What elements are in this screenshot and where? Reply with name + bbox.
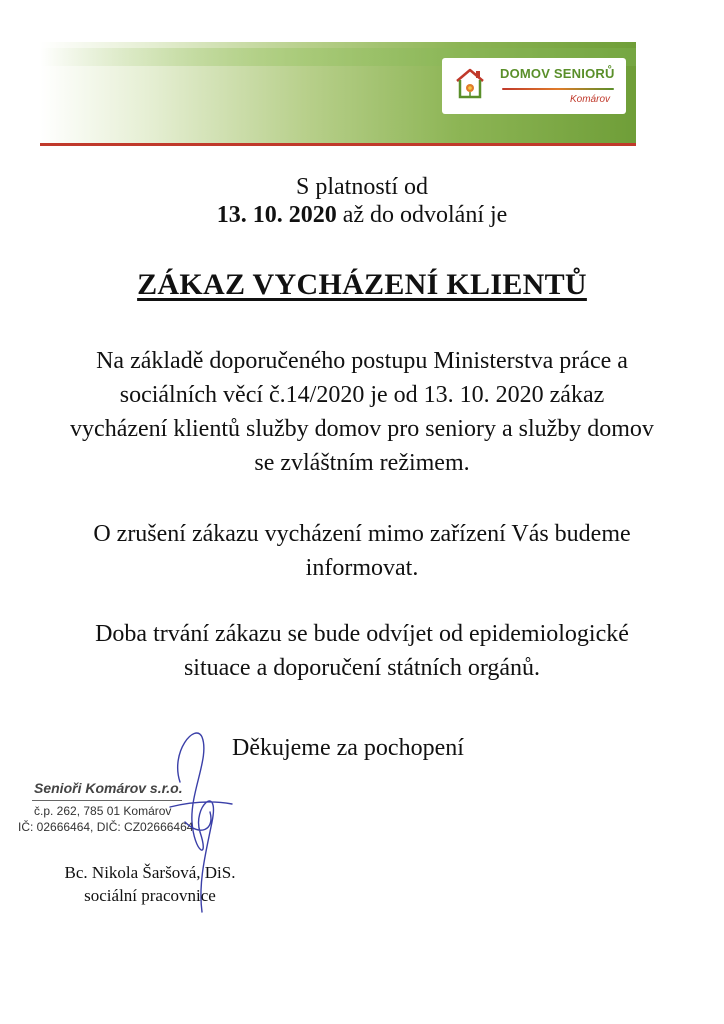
notice-paragraph-3: Doba trvání zákazu se bude odvíjet od epidemiologické situace a doporučení státních orgánů. bbox=[95, 621, 629, 681]
validity-intro: S platností od bbox=[295, 174, 428, 200]
stamp-ids: IČ: 02666464, DIČ: CZ02666464 bbox=[18, 820, 194, 834]
thanks-line: Děkujeme za pochopení bbox=[232, 735, 464, 761]
notice-title: ZÁKAZ VYCHÁZENÍ KLIENTŮ bbox=[137, 268, 587, 301]
signer-name: Bc. Nikola Šaršová, DiS. bbox=[64, 863, 236, 882]
validity-date-line bbox=[0, 200, 724, 230]
validity-date: 13. 10. 2020 bbox=[216, 202, 337, 228]
stamp-company: Senioři Komárov s.r.o. bbox=[34, 780, 183, 796]
stamp-address: č.p. 262, 785 01 Komárov bbox=[34, 804, 172, 818]
notice-paragraph-1: Na základě doporučeného postupu Ministerstva práce a sociálních věcí č.14/2020 je od 13. 10. 2020 zákaz vycházení klientů služby domov pro seniory a služby domov se zvláštním režimem. bbox=[70, 348, 654, 476]
notice-paragraph-2: O zrušení zákazu vycházení mimo zařízení Vás budeme informovat. bbox=[93, 521, 631, 581]
house-logo-icon bbox=[454, 66, 486, 100]
logo-title: DOMOV SENIORŮ bbox=[500, 66, 615, 81]
organization-logo bbox=[442, 58, 626, 114]
signer-role: sociální pracovnice bbox=[84, 886, 216, 905]
logo-divider bbox=[502, 88, 614, 90]
logo-subtitle: Komárov bbox=[570, 94, 611, 105]
validity-suffix: až do odvolání je bbox=[336, 202, 508, 228]
